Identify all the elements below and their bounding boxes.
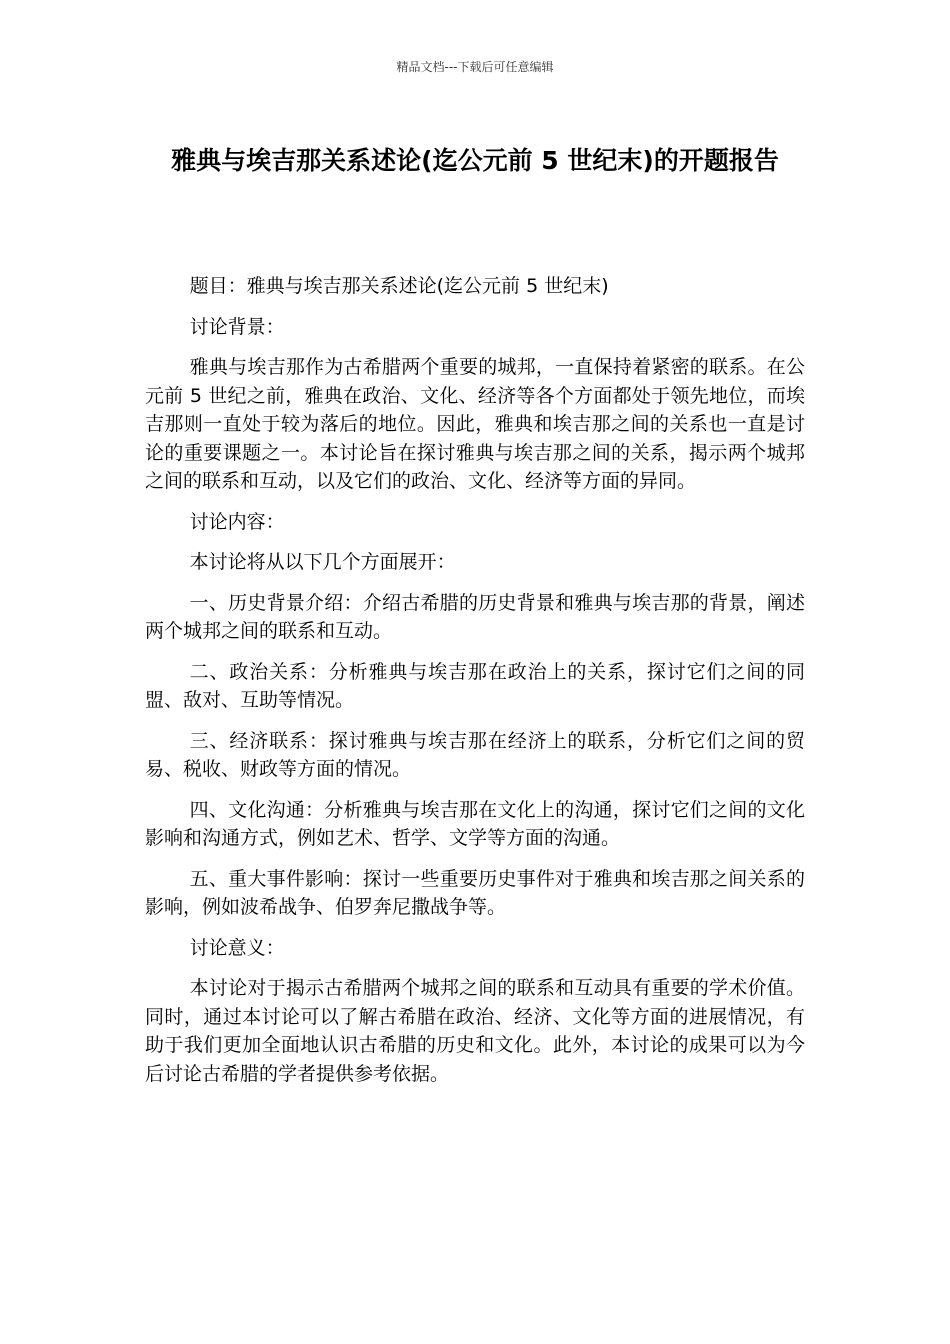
paragraph-item-politics: 二、政治关系：分析雅典与埃吉那在政治上的关系，探讨它们之间的同盟、敌对、互助等情况。 bbox=[145, 660, 805, 711]
paragraph-item-economy: 三、经济联系：探讨雅典与埃吉那在经济上的联系，分析它们之间的贸易、税收、财政等方面的情况。 bbox=[145, 729, 805, 780]
header-note: 精品文档---下载后可任意编辑 bbox=[396, 60, 554, 74]
paragraph-item-history: 一、历史背景介绍：介绍古希腊的历史背景和雅典与埃吉那的背景，阐述两个城邦之间的联系和互动。 bbox=[145, 591, 805, 642]
paragraph-item-culture: 四、文化沟通：分析雅典与埃吉那在文化上的沟通，探讨它们之间的文化影响和沟通方式，例如艺术、哲学、文学等方面的沟通。 bbox=[145, 798, 805, 849]
paragraph-significance: 本讨论对于揭示古希腊两个城邦之间的联系和互动具有重要的学术价值。同时，通过本讨论可以了解古希腊在政治、经济、文化等方面的进展情况，有助于我们更加全面地认识古希腊的历史和文化。此外，本讨论的成果可以为今后讨论古希腊的学者提供参考依据。 bbox=[145, 977, 805, 1085]
section-heading-background: 讨论背景： bbox=[189, 315, 285, 338]
section-heading-significance: 讨论意义： bbox=[189, 936, 285, 959]
document-body bbox=[145, 272, 805, 1100]
section-heading-content: 讨论内容： bbox=[189, 510, 285, 533]
document-title: 雅典与埃吉那关系述论(迄公元前 5 世纪末)的开题报告 bbox=[171, 146, 779, 175]
paragraph-item-events: 五、重大事件影响：探讨一些重要历史事件对于雅典和埃吉那之间关系的影响，例如波希战争、伯罗奔尼撒战争等。 bbox=[145, 867, 805, 918]
paragraph-content-intro: 本讨论将从以下几个方面展开： bbox=[189, 551, 456, 573]
paragraph-topic: 题目：雅典与埃吉那关系述论(迄公元前 5 世纪末) bbox=[189, 275, 609, 297]
paragraph-background: 雅典与埃吉那作为古希腊两个重要的城邦，一直保持着紧密的联系。在公元前 5 世纪之前，雅典在政治、文化、经济等各个方面都处于领先地位，而埃吉那则一直处于较为落后的地位。因此，雅典和埃吉那之间的关系也一直是讨论的重要课题之一。本讨论旨在探讨雅典与埃吉那之间的关系，揭示两个城邦之间的联系和互动，以及它们的政治、文化、经济等方面的异同。 bbox=[145, 356, 805, 492]
